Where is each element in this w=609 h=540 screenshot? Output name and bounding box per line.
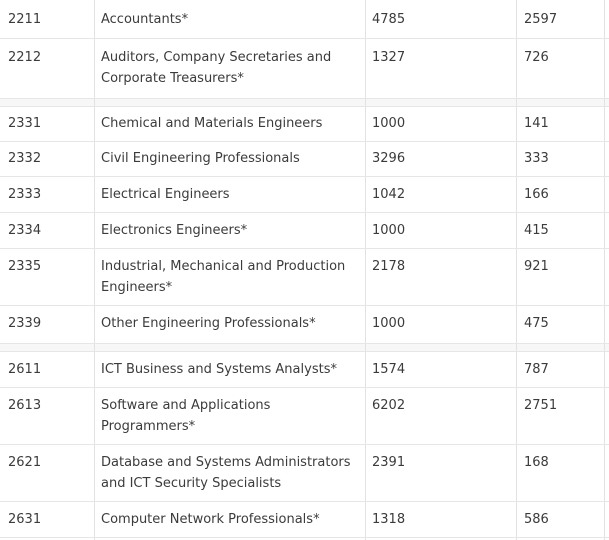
- column-divider: [94, 0, 95, 540]
- occupation-title: Accountants*: [101, 12, 189, 27]
- occupation-code: 2631: [8, 512, 42, 527]
- row-divider: [0, 176, 609, 177]
- occupation-code: 2335: [8, 259, 42, 274]
- occupation-code: 2621: [8, 455, 42, 470]
- value-a: 1327: [372, 50, 406, 65]
- occupation-title: Chemical and Materials Engineers: [101, 116, 323, 131]
- occupation-title: Computer Network Professionals*: [101, 512, 320, 527]
- occupation-title: Electrical Engineers: [101, 187, 230, 202]
- value-b: 168: [524, 455, 549, 470]
- occupation-code: 2339: [8, 316, 42, 331]
- value-a: 1000: [372, 116, 406, 131]
- column-divider: [365, 0, 366, 540]
- row-divider: [0, 38, 609, 39]
- occupation-title: ICT Business and Systems Analysts*: [101, 362, 337, 377]
- section-separator: [0, 343, 609, 351]
- occupation-code: 2331: [8, 116, 42, 131]
- occupation-title: Other Engineering Professionals*: [101, 316, 316, 331]
- value-a: 1574: [372, 362, 406, 377]
- occupation-code: 2613: [8, 398, 42, 413]
- value-b: 2597: [524, 12, 558, 27]
- row-divider: [0, 444, 609, 445]
- occupation-title-line-2: and ICT Security Specialists: [101, 476, 282, 491]
- row-divider: [0, 387, 609, 388]
- value-a: 1000: [372, 316, 406, 331]
- row-divider: [0, 98, 609, 99]
- occupation-code: 2611: [8, 362, 42, 377]
- value-a: 2178: [372, 259, 406, 274]
- value-b: 141: [524, 116, 549, 131]
- value-a: 6202: [372, 398, 406, 413]
- value-a: 2391: [372, 455, 406, 470]
- row-divider: [0, 248, 609, 249]
- occupation-title-line-1: Software and Applications: [101, 398, 271, 413]
- value-b: 726: [524, 50, 549, 65]
- occupation-title-line-1: Database and Systems Administrators: [101, 455, 351, 470]
- row-divider: [0, 351, 609, 352]
- value-b: 333: [524, 151, 549, 166]
- row-divider: [0, 501, 609, 502]
- occupation-title-line-2: Programmers*: [101, 419, 196, 434]
- value-b: 166: [524, 187, 549, 202]
- value-a: 1000: [372, 223, 406, 238]
- occupation-code: 2333: [8, 187, 42, 202]
- value-b: 415: [524, 223, 549, 238]
- value-a: 1318: [372, 512, 406, 527]
- row-divider: [0, 537, 609, 538]
- occupation-title-line-2: Corporate Treasurers*: [101, 71, 244, 86]
- occupation-code: 2334: [8, 223, 42, 238]
- section-separator: [0, 98, 609, 106]
- occupation-code: 2212: [8, 50, 42, 65]
- occupation-title: Civil Engineering Professionals: [101, 151, 300, 166]
- value-b: 787: [524, 362, 549, 377]
- column-divider: [516, 0, 517, 540]
- value-b: 921: [524, 259, 549, 274]
- occupation-code: 2211: [8, 12, 42, 27]
- value-b: 475: [524, 316, 549, 331]
- row-divider: [0, 106, 609, 107]
- value-a: 3296: [372, 151, 406, 166]
- value-a: 1042: [372, 187, 406, 202]
- row-divider: [0, 141, 609, 142]
- occupation-title-line-1: Industrial, Mechanical and Production: [101, 259, 346, 274]
- value-a: 4785: [372, 12, 406, 27]
- value-b: 2751: [524, 398, 558, 413]
- occupation-title-line-1: Auditors, Company Secretaries and: [101, 50, 332, 65]
- value-b: 586: [524, 512, 549, 527]
- row-divider: [0, 305, 609, 306]
- column-divider: [604, 0, 605, 540]
- row-divider: [0, 212, 609, 213]
- occupation-code: 2332: [8, 151, 42, 166]
- occupation-title-line-2: Engineers*: [101, 280, 173, 295]
- occupation-title: Electronics Engineers*: [101, 223, 248, 238]
- row-divider: [0, 343, 609, 344]
